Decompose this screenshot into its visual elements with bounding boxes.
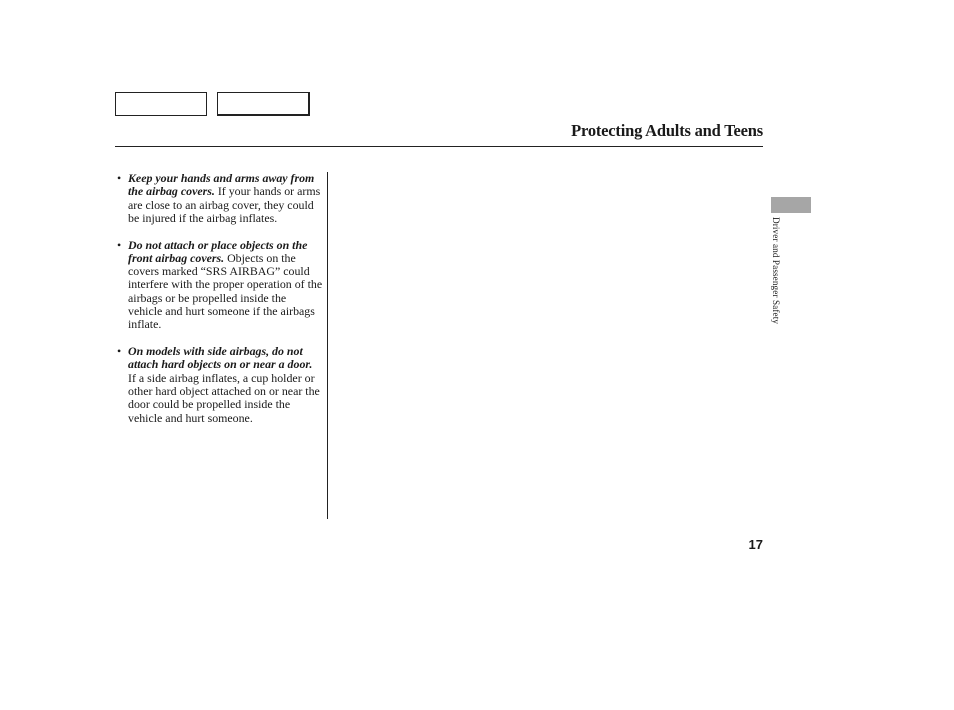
- column-divider: [327, 172, 328, 519]
- bullet-body: If your hands or arms are close to an airbag cover, they could be injured if the airbag inflates.: [128, 184, 321, 225]
- bullet-lead: On models with side airbags, do not attach hard objects on or near a door.: [128, 344, 313, 372]
- bullet-icon: •: [117, 344, 122, 359]
- page-title: Protecting Adults and Teens: [571, 121, 763, 140]
- nav-box-next[interactable]: [217, 92, 310, 116]
- bullet-body: If a side airbag inflates, a cup holder or other hard object attached on or near the door could be propelled inside the vehicle and hurt someone.: [128, 370, 320, 425]
- page-number: 17: [748, 537, 763, 552]
- title-divider: [115, 146, 763, 147]
- bullet-icon: •: [117, 171, 122, 185]
- section-tab: [771, 197, 811, 213]
- bullet-item: [117, 172, 323, 225]
- bullet-item: [117, 345, 323, 425]
- section-label: Driver and Passenger Safety: [771, 217, 781, 325]
- bullet-item: [117, 239, 323, 332]
- bullet-lead: Keep your hands and arms away from the airbag covers.: [128, 171, 315, 199]
- bullet-column: [117, 172, 323, 438]
- bullet-lead: Do not attach or place objects on the front airbag covers.: [128, 237, 308, 265]
- nav-box-previous[interactable]: [115, 92, 207, 116]
- bullet-body: Objects on the covers marked “SRS AIRBAG” could interfere with the proper operation of the airbags or be propelled inside the vehicle and hurt someone if the airbags inflate.: [128, 250, 323, 332]
- bullet-icon: •: [117, 237, 122, 252]
